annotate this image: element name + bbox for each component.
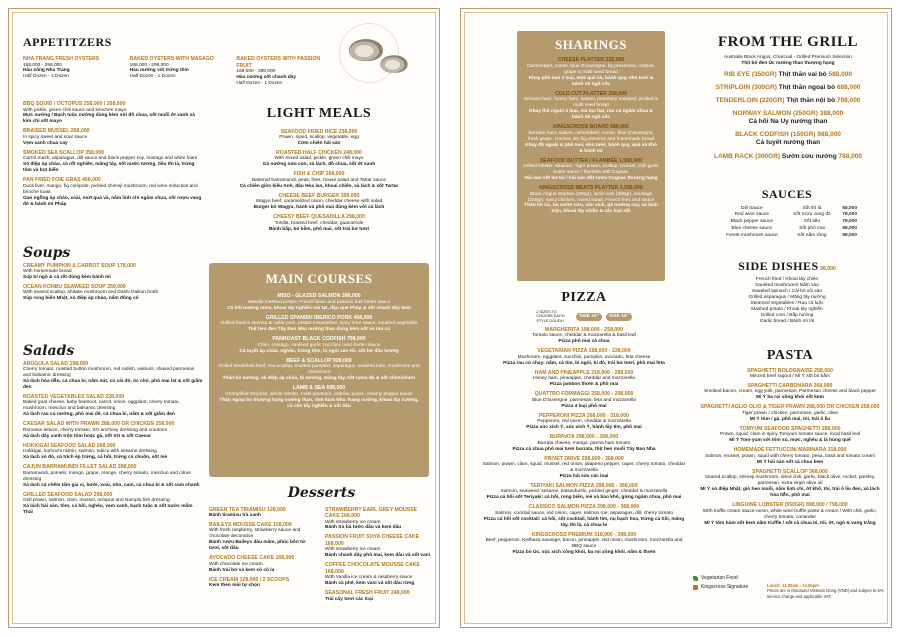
menu-item: ARUGULA SALAD 198,000 Cherry tomato, roasted button mushroom, red radish, walnuts, shaved parmesan and balsamic dressing Xà lách hỏa tiễn, cà chua bi, nấm nút, củ cải đỏ, óc chó, phô mai lát & sốt giấm đen xyxy=(23,360,203,390)
menu-item: BAKED OYSTERS WITH PASSION FRUIT 168,000 - 298,000 Hàu nướng sốt chanh dây Half Dozen - 1 Dozen xyxy=(236,56,321,86)
menu-item: CREAMY PUMPKIN & CARROT SOUP 178,000 With homemade bread Súp bí ngô & cà rốt dùng kèm bánh mì xyxy=(23,262,136,280)
list-item: Sautéed mushroom/ Nấm xào xyxy=(755,282,819,288)
menu-item: VEGETARIAN PIZZA 198,000 - 238,000 Mushroom, eggplant, zucchini, pumpkin, avocado, feta cheese Pizza rau củ chay: nấm, cà tím, bí ngòi, bí đỏ, trái bơ tươi, phô mai feta xyxy=(503,348,665,366)
menu-item: SPAGHETTI SCALLOP 368,000 Seared scallop, shimeji mushroom, dried chili, garlic, black olive, rocket, parsley, parmesan, extra virgin olive oil Mì Ý sò điệp Nhật, giò heo muối, nấm linh chi, ớt khô, tỏi, trái ô liu đen, xà lách hỏa tiễn, phô mai xyxy=(700,468,880,499)
light-meals-section xyxy=(209,105,429,236)
grill-item: STRIPLOIN (300GR) Thịt thăn ngoại bò 688,000 xyxy=(715,83,861,91)
sharings-title: SHARINGS xyxy=(555,37,627,52)
salads-title: Salads xyxy=(23,343,75,359)
menu-item: BBQ SQUID / OCTOPUS 258,000 / 268,000 With pickle, green chili sauce and kimchee mayo Mực nướng / Bạch tuộc nướng dùng kèm với đồ chua, sốt muối ớt xanh và kim chi sốt mayo xyxy=(23,101,195,125)
menu-item: CAESAR SALAD WITH PRAWN 288,000 OR CHICKEN 258,000 Romaine lettuce, cherry tomato, XO anchovy dressing and croutons Xà lách dây xanh trộn tôm hoặc gà, sốt XO & sốt Caesar xyxy=(23,421,175,439)
menu-item: AVOCADO CHEESE CAKE 168,000 With chocolate ice cream Bánh trái bơ và kem sô cô la xyxy=(209,555,295,573)
list-item: Mashed potato / Khoai tây nghiền xyxy=(751,306,823,312)
oyster-illustration xyxy=(349,39,383,61)
main-courses-title: MAIN COURSES xyxy=(265,271,373,286)
desserts-col-2 xyxy=(325,507,433,606)
menu-item: SEASONAL FRESH FRUIT 248,000 Trái cây tươi các loại xyxy=(325,590,410,602)
side-dishes-title: SIDE DISHES xyxy=(738,259,819,273)
left-page xyxy=(8,8,440,628)
menu-item: KINGSCROSS PREMIUM 318,000 - 398,000 Beef, pepperoni, Kielbasa sausage, bacon, pineapple, red onion, mushroom, mozzarella and BBQ sauce Pizza bò Úc, xúc xích xông khói, ba rọi xông khói, nấm & thơm xyxy=(485,531,683,556)
menu-item: NHA TRANG FRESH OYSTERS 168,000 - 298,000 Hàu sống Nha Trang Half Dozen - 1 Dozen xyxy=(23,56,100,80)
menu-item: FISH & CHIP 268,000 Battered barramundi, peas, fries, house salad and Tartar sauce Cá chiên giòn kiểu Anh, đậu Hòa lan, khoai chiên, xà lách & sốt Tartar xyxy=(239,171,399,189)
pizza-title: PIZZA xyxy=(561,290,607,305)
legend-signature: Kingscross Signature xyxy=(693,584,763,590)
right-page xyxy=(460,8,892,628)
side-dishes-section xyxy=(717,259,857,325)
pasta-section xyxy=(697,347,883,530)
list-item: Grilled corn / Bắp nướng xyxy=(760,312,814,318)
menu-item: CHEESY BEEF QUESADILLA 298,000 Tortilla, braised beef, cheddar, guacamole Bánh bắp, bò bằm, phô mai, sốt trái bơ tươi xyxy=(268,214,370,232)
pizza-size-large: SIZE 14" xyxy=(606,313,632,321)
desserts-title: Desserts xyxy=(287,485,356,501)
menu-item: BURRATA 298,000 - 368,000 Burrata cheese, mango, parma ham tomato Pizza cà chua phô mai tươi burrata, thịt heo muối Tây Ban Nha xyxy=(512,434,656,452)
menu-item: SEAFOOD FRIED RICE 238,000 Prawn, squid, scallop, vegetable, egg Cơm chiên hải sản xyxy=(279,128,359,146)
grill-subtitle: Australia Black Angus, Charcoal - Grilled Premium Selection xyxy=(724,54,852,60)
menu-item: COFFEE CHOCOLATE MOUSSE CAKE 168,000 With Vanilla ice cream & raspberry sauce Bánh cà phê, kem vani và sốt dâu rừng xyxy=(325,562,421,587)
oyster-illustration-2 xyxy=(380,55,407,73)
menu-item: LINGUINE LOBSTER (550GR) 898,000 / 798,000 With truffle cream sauce-onion, white wine truffle paste & cream / With chili, garlic, cherry tomato, coriander Mì Ý tôm hùm sốt kem nấm truffle / sốt cà chua bi, tỏi, ớt, ngò & vang trắng xyxy=(702,502,878,526)
price-note: Prices are in thousand Vietnam Dong (VND) and subject to 5% service charge and applicable VAT. xyxy=(767,588,884,599)
table-row: Red wine sauce Sốt rượu vang đỏ 78,000 xyxy=(734,212,857,218)
footer-notes xyxy=(767,583,885,599)
table-row: Dill Sauce Sốt thì là 58,000 xyxy=(741,205,857,211)
sauces-table xyxy=(717,205,857,240)
desserts-columns xyxy=(209,507,434,606)
grill-item: RIB EYE (350GR) Thịt thăn vai bò 588,000 xyxy=(724,70,852,78)
menu-item: SPAGHETTI BOLOGNAISE 258,000 Minced beef ragout / Mì Ý sốt bò bằm xyxy=(747,367,833,379)
sauces-title: SAUCES xyxy=(761,187,813,201)
menu-item: SPAGHETTI CARBONARA 268,000 Smoked bacon, cream, egg yolk, parmesan, Parmesan cheese and black pepper Mì Ý ba rọi xông khói sốt kem xyxy=(704,382,876,401)
sharings-section xyxy=(517,31,665,281)
soups-section xyxy=(23,245,203,305)
legend xyxy=(693,575,763,591)
list-item: Sautéed spinach / Cải bó xôi xào xyxy=(751,288,823,294)
crown-icon xyxy=(693,585,698,590)
menu-item: ICE CREAM 128,000 / 2 SCOOPS Kem theo mùi tự chọn xyxy=(209,576,290,589)
desserts-section xyxy=(209,485,434,606)
menu-item: HAM AND PINEAPPLE 218,000 - 298,000 Honey ham, pineapple, cheddar and mozzarella Pizza jambon thơm & phô mai xyxy=(533,369,635,388)
menu-item: ROASTED HALF CHICKEN 248,000 With mixed salad, pickle, green chili mayo Gà nướng nửa con, xà lách, đồ chua, sốt ớt xanh xyxy=(262,149,376,168)
menu-item: CAJUN BARRAMUNDI FILLET SALAD 288,000 Barramundi, pomelo, mango, grape, orange, cherry tomato, mesclun and citrus dressing Xà lách cá chẽm tẩm gia vị, bưởi, xoài, nho, cam, cà chua bi & sốt cam chanh xyxy=(23,464,200,488)
grill-item: LAMB RACK (300GR) Sườn cừu nướng 788,000 xyxy=(714,152,862,160)
menu-item: HOKKIGAI SEAFOOD SALAD 268,000 Hokkigai, komochi nishin, salmon, tobico with sesame dressing Xà lách sò đỏ, cá trích ép trứng, cá hồi, trứng cá chuồn, sốt mè xyxy=(23,442,168,461)
menu-item: CHEESE BEEF BURGER 358,000 Wagyu beef, caramelized onion, cheddar cheese with salad Burger bò Wagyu, hành và phô mai dùng kèm với xà lách xyxy=(253,192,385,211)
menu-item: ROASTED VEGETABLES SALAD 228,000 Baked goat cheese, baby beetroot, carrot, onion, eggplant, cherry tomato, mushroom, mesclun and balsamic dressing Xà lách rau củ nướng, phô mai dê, cà chua bi, nấm & sốt giấm đen xyxy=(23,393,180,418)
light-meals-title: LIGHT MEALS xyxy=(266,106,372,121)
grill-item: BLACK CODFISH (150GR) 988,000 Cá tuyết nướng than xyxy=(735,131,841,147)
menu-item: PASSION FRUIT SOYA CHEESE CAKE 168,000 With strawberry ice cream Bánh chanh dây phô mai, kem dâu và sốt vani xyxy=(325,534,431,559)
soups-title: Soups xyxy=(23,245,71,261)
menu-item: QUATTRO FORMAGGI 258,000 - 298,000 Blue D'auvergne, parmesan, feta and mozzarella Pizza 4 loại phô mai xyxy=(532,391,636,409)
pizza-sizes xyxy=(481,310,687,324)
menu-item: GRILLED SPANISH IBERICO PORK 458,000 Grilled Iberico secreto & collar pork, potato mousseline, spicy sour sauce, sautéed vegetable Thịt heo đen Tây Ban Nha nướng than dùng kèm sốt và rau củ xyxy=(220,314,418,333)
menu-item: BEEF & SCALLOP 928,000 Grilled tenderloin beef, sea scallop, roasted pumpkin, asparagus, sautéed kale, mushroom and chimichurri Thăn bò nướng, sò điệp áp chảo, bí nướng, măng tây, sốt rượu đỏ & sốt chimichurri xyxy=(218,357,420,382)
opening-hours: Lunch: 11.00am - 14.00pm xyxy=(767,583,819,588)
desserts-col-1 xyxy=(209,507,317,606)
menu-item: TERIYAKI SALMON PIZZA 288,000 - 368,000 Salmon, seaweed, sesame, katsuobushi, pickled ginger, cheddar & mozzarella Pizza cá hồi sốt Teriyaki: cá hồi, rong biển, mè và bào khô, gừng ngâm chua, phô mai xyxy=(486,482,682,501)
menu-item: BAILEYS MOUSSE CAKE 158,000 With fresh raspberry, strawberry sauce and chocolate decoration Bánh rượu Baileys dâu mâm, phúc bồn tử tươi, sốt dâu xyxy=(209,521,306,552)
grill-subtitle-vn: Thịt bò đen Úc nướng than thượng hạng xyxy=(741,60,835,66)
pasta-title: PASTA xyxy=(766,348,814,363)
menu-item: GREEN TEA TIRAMISU 128,000 Bánh tiramisu trà xanh xyxy=(209,506,286,518)
menu-item: STRAWBERRY EARL GREY MOUSSE CAKE 168,000 With strawberry ice cream Bánh trà bá tước dâu và kem dâu xyxy=(325,506,418,531)
menu-item: OCEAN KONBU SEAWEED SOUP 258,000 With seared scallop, shitake mushroom and Dashi Daikon broth Súp rong biển Nhật, sò điệp áp chảo, nấm đông cô xyxy=(23,283,159,302)
main-courses-section xyxy=(209,263,429,477)
list-item: Garlic bread / Bánh mì tỏi xyxy=(759,318,815,324)
legend-veg: Vegetarian Food xyxy=(693,575,763,581)
list-item: Grilled asparagus / Măng tây nướng xyxy=(748,294,826,300)
menu-item: SEAFOOD BUTTER / FLAMBÉE 1,588,000 Grilled lobster, abalone, Tiger prawn, scallop, mussel, chili garlic butter sauce / flambée with Cognac Hải sản sốt bơ tỏi / hải sản đốt rượu Cognac thượng hạng xyxy=(523,157,659,182)
grill-item: TENDERLOIN (220GR) Thịt thăn nội bò 798,000 xyxy=(715,96,861,104)
menu-item: GRILLED SEAFOOD SALAD 298,000 Grill prawn, salmon, clam, mussel, octopus and Nampla fish dressing Xà lách hải sản, tôm, cá hồi, nghêu, vẹm xanh, bạch tuộc & sốt nước mắm Thái xyxy=(23,491,193,516)
appetizers-list xyxy=(23,101,203,211)
pizza-size-note: 2 SIZES TO CHOOSE EACH STYLE DOUGH xyxy=(536,309,565,323)
menu-item: BRAISED MUSSEL 268,000 In spicy sweet and sour sauce Vẹm xanh chua cay xyxy=(23,128,90,146)
menu-item: PRIVET DRIVE 298,000 - 368,000 Salmon, prawn, clam, squid, mussel, red onion, jalapeno pepper, caper, cherry tomato, cheddar & mozzarella Pizza hải sản các loại xyxy=(482,455,686,479)
grill-section xyxy=(693,33,883,166)
grill-title: FROM THE GRILL xyxy=(717,34,859,50)
pizza-section xyxy=(481,289,687,559)
grill-item: NORWAY SALMON (250GR) 388,000 Cá hồi Na Uy nướng than xyxy=(732,110,844,126)
table-row: Forest mushroom sauce Sốt nấm rừng 98,000 xyxy=(725,233,857,239)
menu-item: TOMYUM SEAFOOD SPAGHETTI 288,000 Prawn, squid, clam in spicy Tomyum tomato sauce, local basil leaf Mì Ý Tom-yum với tôm sú, mực, nghêu & lá húng quế xyxy=(719,425,861,444)
oyster-row xyxy=(23,56,333,87)
menu-item: SPAGHETTI AGLIO OLIO & TIGER PRAWN 288,000 OR CHICKEN 258,000 Tiger prawn / chicken, parmesan, garlic, olive Mì Ý tôm / gà, phô mai, tỏi, trái ô liu xyxy=(700,404,880,422)
menu-item: MARGHERITA 198,000 - 258,000 Tomato sauce, cheddar & mozzarella & basil leaf Pizza phô mai cà chua xyxy=(532,326,636,345)
pizza-size-small: SIZE 10" xyxy=(576,313,602,321)
sauces-section xyxy=(717,187,857,240)
side-dishes-header xyxy=(717,259,857,274)
list-item: Steamed vegetables / Rau củ luộc xyxy=(750,300,824,306)
menu-item: LAMB & SEA 698,000 Chargrilled Striploin, whole lobster, roast potatoes, celeriac puree, creamy pepper sauce Thăn ngoại bò thượng hạng nướng than, tôm hùm Nha Trang nướng, khoai tây nướng, củ cần tây nghiền & sốt tiêu xyxy=(219,385,419,409)
menu-item: SMOKED SEA SCALLOP 358,000 Carrot mash, asparagus, dill sauce and black pepper soy, masago and white foam Sò điệp áp chảo, cà rốt nghiền, măng tây, sốt nước tương, tiêu thì là, trứng tôm và bọt biển xyxy=(23,149,198,174)
menu-item: MISO - GLAZED SALMON 398,000 Wasabi mashed potato, French bean and passion fruit butter sauce Cá hồi nướng miso, khoai tây nghiền mù tạt, đậu que Pháp & sốt chanh dây kem xyxy=(227,293,411,311)
menu-item: KINGSCROSS BOARD 588,000 Serrano ham, salami, camembert, comte, blue D'auvergne, fresh grape, cracker, dry fig preserve and homemade bread Khay đồ nguội & phô mai, nho tươi, bánh quy, quả vả khô & bánh mì xyxy=(525,124,657,154)
table-row: Black pepper sauce Sốt tiêu 78,000 xyxy=(730,219,857,225)
leaf-icon xyxy=(693,576,698,581)
menu-item: KINGSCROSS MEATS PLATTER 1,598,000 Black Angus striploin (300gr), lamb rack (300gr), sausage (200gr), spicy chicken, mixed salad, French fries and sauce Thăn bò Úc, ba sườn cừu, xúc xích, gà nướng cay, xà lách trộn, khoai tây chiên & các loại sốt xyxy=(524,185,658,215)
table-row: Blue cheese sauce Sốt phô mai 98,000 xyxy=(731,226,857,232)
grill-list xyxy=(693,71,883,161)
appetizers-section xyxy=(23,35,333,87)
salads-section xyxy=(23,343,203,519)
menu-item: CHEESE PLATTER 328,000 Camembert, comte, blue D'auvergne, fig preserved, cracker, grape & multi seed bread Khay phô mai 3 loại, mứt quả vả, bánh quy, nho tươi & bánh mì ngũ cốc xyxy=(526,57,656,87)
appetizers-title: APPETITZERS xyxy=(23,35,112,49)
side-dishes-price: 98,000 xyxy=(820,266,836,272)
menu-item: PAN FRIED FOIE GRAS 458,000 Duck liver, mango, fig compote, pickled shimeji mushroom, red wine reduction and brioche toast Gan ngỗng áp chảo, xoài, mứt quả vả, nấm linh chi ngâm chua, sốt rượu vang đỏ & bánh mì Pháp xyxy=(23,177,202,207)
menu-item: COLD CUT PLATTER 358,000 Serrano ham, honey ham, salami, pommery mustard, pickled & multi seed bread Khay thịt nguội 3 loại, mù tạc hạt, rau củ ngâm chua & bánh mì ngũ cốc xyxy=(523,90,659,121)
menu-item: PEPPERONI PIZZA 268,000 - 318,000 Pepperoni, red onion, cheddar & mozzarella Pizza xúc xích Ý, xúc xích Ý, hành tây tím, phô mai xyxy=(526,412,642,431)
menu-item: PANROAST BLACK CODFISH 798,000 Clam, masago, sautéed garlic zucchini, miso butter sauce Cá tuyết áp chảo, nghêu, trứng tôm, bí ngòi xào tỏi, sốt bơ đậu tương xyxy=(239,336,399,354)
menu-item: BAKED OYSTERS WITH MASAGO 168,000 - 298,000 Hàu nướng với trứng tôm Half Dozen - 1 Dozen xyxy=(129,56,214,80)
menu-item: CLASSICO SALMON PIZZA 298,000 - 368,000 Salmon, cocktail sauce, red onion, caper, salmon roe, asparagus, dill, cherry tomato Pizza cá hồi sốt cocktail: cá hồi, sốt cocktail, hành tím, nụ bạch hoa, trứng cá hồi, măng tây, thì là, cà chua bi xyxy=(483,504,685,528)
list-item: French fried / Khoai tây chiên xyxy=(755,277,819,282)
menu-item: HOMEMADE FETTUCCINI MARINARA 318,000 Salmon, mussel, prawn, squid with cherry tomato, pesa, basil and tomato cream Mì Ý hải sản sốt cà chua kem xyxy=(704,447,876,465)
